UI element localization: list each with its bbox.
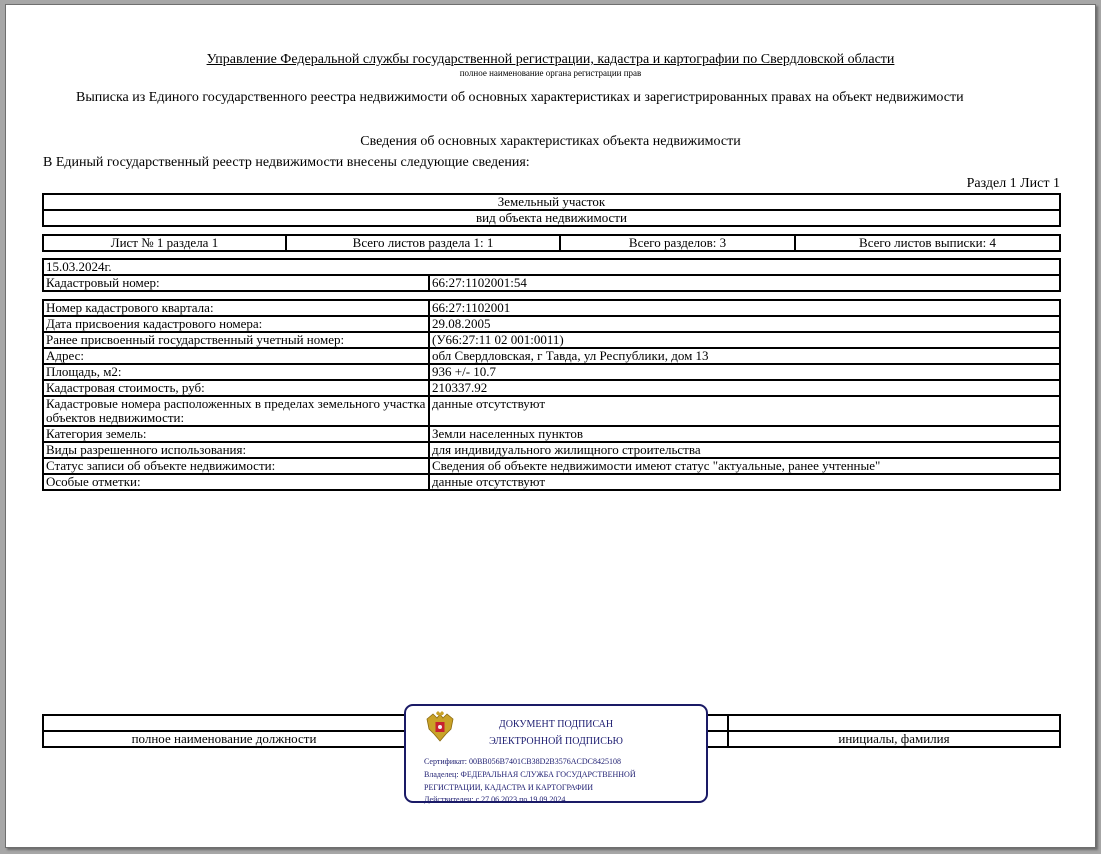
row-label: Площадь, м2: [43, 364, 429, 380]
row-label: Кадастровые номера расположенных в пределах земельного участка объектов недвижимости: [43, 396, 429, 426]
table-row [43, 474, 1060, 490]
table-row [43, 426, 1060, 442]
cadastral-number-value: 66:27:1102001:54 [429, 275, 1060, 291]
table-row [43, 458, 1060, 474]
stamp-line-1: ДОКУМЕНТ ПОДПИСАН [498, 719, 614, 730]
initials-field [728, 715, 1060, 731]
row-label: Особые отметки: [43, 474, 429, 490]
row-value: 66:27:1102001 [429, 300, 1060, 316]
intro-text: В Единый государственный реестр недвижимости внесены следующие сведения: [43, 155, 530, 170]
row-value: обл Свердловская, г Тавда, ул Республики, дом 13 [429, 348, 1060, 364]
table-row [43, 332, 1060, 348]
extract-date: 15.03.2024г. [43, 259, 1060, 275]
row-label: Номер кадастрового квартала: [43, 300, 429, 316]
characteristics-table [42, 299, 1061, 491]
object-type: Земельный участок [43, 194, 1060, 210]
row-label: Дата присвоения кадастрового номера: [43, 316, 429, 332]
row-label: Категория земель: [43, 426, 429, 442]
table-row [43, 316, 1060, 332]
row-value: Сведения об объекте недвижимости имеют статус "актуальные, ранее учтенные" [429, 458, 1060, 474]
row-value: данные отсутствуют [429, 396, 1060, 426]
stamp-owner: Владелец: ФЕДЕРАЛЬНАЯ СЛУЖБА ГОСУДАРСТВЕННОЙ [424, 770, 636, 779]
initials-caption: инициалы, фамилия [728, 731, 1060, 747]
stamp-validity: Действителен: с 27.06.2023 по 19.09.2024 [424, 795, 566, 804]
table-row [43, 364, 1060, 380]
sheets-info-table [42, 234, 1061, 252]
table-row [43, 380, 1060, 396]
row-label: Ранее присвоенный государственный учетный номер: [43, 332, 429, 348]
row-value: 29.08.2005 [429, 316, 1060, 332]
total-section-sheets: Всего листов раздела 1: 1 [286, 235, 560, 251]
object-type-caption: вид объекта недвижимости [43, 210, 1060, 226]
total-extract-sheets: Всего листов выписки: 4 [795, 235, 1060, 251]
date-cadastral-table [42, 258, 1061, 292]
sheet-of-section: Лист № 1 раздела 1 [43, 235, 286, 251]
row-value: данные отсутствуют [429, 474, 1060, 490]
table-row [43, 348, 1060, 364]
organization-caption: полное наименование органа регистрации прав [459, 68, 642, 78]
row-value: (У66:27:11 02 001:0011) [429, 332, 1060, 348]
row-value: 936 +/- 10.7 [429, 364, 1060, 380]
table-row [43, 442, 1060, 458]
stamp-certificate: Сертификат: 00BB056B7401CB38D2B3576ACDC8425108 [424, 757, 621, 766]
document-page [5, 4, 1096, 848]
row-value: 210337.92 [429, 380, 1060, 396]
organization-name: Управление Федеральной службы государственной регистрации, кадастра и картографии по Свердловской области [206, 52, 895, 67]
extract-title: Выписка из Единого государственного реестра недвижимости об основных характеристиках и зарегистрированных правах на объект недвижимости [76, 90, 964, 105]
row-value: для индивидуального жилищного строительства [429, 442, 1060, 458]
table-row [43, 396, 1060, 426]
electronic-signature-stamp [404, 704, 708, 803]
section-title: Сведения об основных характеристиках объекта недвижимости [360, 134, 741, 149]
row-label: Виды разрешенного использования: [43, 442, 429, 458]
row-label: Адрес: [43, 348, 429, 364]
row-value: Земли населенных пунктов [429, 426, 1060, 442]
row-label: Статус записи об объекте недвижимости: [43, 458, 429, 474]
position-caption: полное наименование должности [43, 731, 405, 747]
position-field [43, 715, 405, 731]
table-row [43, 300, 1060, 316]
row-label: Кадастровая стоимость, руб: [43, 380, 429, 396]
cadastral-number-label: Кадастровый номер: [43, 275, 429, 291]
section-sheet-label: Раздел 1 Лист 1 [966, 176, 1060, 191]
stamp-line-2: ЭЛЕКТРОННОЙ ПОДПИСЬЮ [489, 736, 623, 747]
total-sections: Всего разделов: 3 [560, 235, 795, 251]
object-type-table [42, 193, 1061, 227]
stamp-owner-cont: РЕГИСТРАЦИИ, КАДАСТРА И КАРТОГРАФИИ [424, 783, 594, 792]
